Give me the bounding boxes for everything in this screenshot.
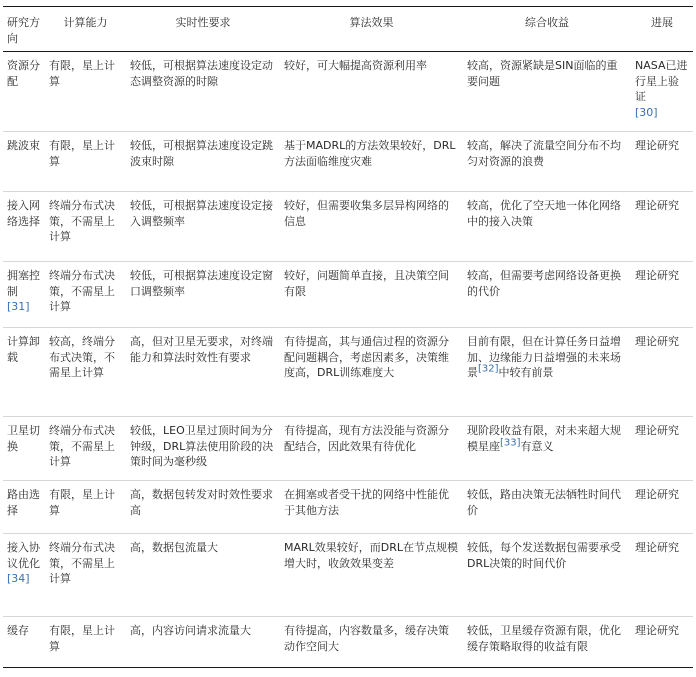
cell-effect: 较好，可大幅提高资源利用率 (280, 52, 463, 132)
cell-direction (3, 417, 45, 481)
cell-direction (3, 617, 45, 668)
progress-text: 理论研究 (635, 199, 679, 212)
benefit-text: 较低，卫星缓存资源有限，优化缓存策略取得的收益有限 (467, 624, 621, 653)
cell-benefit (463, 534, 631, 617)
cell-progress (631, 481, 693, 534)
cell-direction (3, 328, 45, 417)
cell-direction (3, 132, 45, 192)
cell-compute: 有限，星上计算 (49, 624, 115, 653)
cell-compute: 终端分布式决策，不需星上计算 (45, 262, 126, 328)
cell-direction (3, 481, 45, 534)
citation-link[interactable]: [31] (7, 300, 30, 313)
table-row (3, 534, 693, 617)
cell-benefit (463, 52, 631, 132)
citation-link[interactable]: [34] (7, 572, 30, 585)
direction-text: 接入网络选择 (7, 199, 40, 228)
progress-text: NASA已进行星上验证 (635, 59, 688, 103)
progress-text: 理论研究 (635, 624, 679, 637)
cell-effect: 基于MADRL的方法效果较好，DRL方法面临维度灾难 (280, 132, 463, 192)
cell-compute: 终端分布式决策，不需星上计算 (45, 417, 126, 481)
cell-direction (3, 52, 45, 132)
cell-progress (631, 262, 693, 328)
cell-effect: 有待提高，内容数量多，缓存决策动作空间大 (284, 624, 449, 653)
cell-direction (3, 262, 45, 328)
cell-effect: 有待提高，其与通信过程的资源分配问题耦合，考虑因素多，决策维度高，DRL训练难度大 (280, 328, 463, 417)
header-effect: 算法效果 (280, 7, 463, 52)
cell-effect: 较好，但需要收集多层异构网络的信息 (280, 192, 463, 262)
table-row (3, 262, 693, 328)
cell-compute: 有限，星上计算 (45, 481, 126, 534)
citation-link[interactable]: [32] (478, 363, 499, 375)
cell-realtime: 较低，可根据算法速度设定窗口调整频率 (126, 262, 280, 328)
table-row (3, 52, 693, 132)
table-header-row (3, 7, 693, 52)
cell-realtime: 较低，可根据算法速度设定动态调整资源的时隙 (126, 52, 280, 132)
header-benefit: 综合收益 (463, 7, 631, 52)
cell-benefit (463, 328, 631, 417)
cell-realtime: 较低，可根据算法速度设定接入调整频率 (126, 192, 280, 262)
cell-progress (631, 617, 693, 668)
progress-text: 理论研究 (635, 139, 679, 152)
cell-benefit (463, 481, 631, 534)
benefit-text: 较低，每个发送数据包需要承受DRL决策的时间代价 (467, 541, 621, 570)
cell-realtime: 高，但对卫星无要求，对终端能力和算法时效性有要求 (126, 328, 280, 417)
header-progress: 进展 (631, 7, 693, 52)
direction-text: 拥塞控制 (7, 269, 40, 298)
cell-progress (631, 52, 693, 132)
header-direction: 研究方向 (3, 7, 45, 52)
cell-compute: 终端分布式决策，不需星上计算 (45, 192, 126, 262)
cell-progress (631, 328, 693, 417)
cell-realtime: 高，数据包转发对时效性要求高 (126, 481, 280, 534)
cell-realtime: 较低，可根据算法速度设定跳波束时隙 (126, 132, 280, 192)
cell-benefit (463, 132, 631, 192)
cell-direction (3, 192, 45, 262)
table-row (3, 192, 693, 262)
header-realtime: 实时性要求 (126, 7, 280, 52)
cell-benefit (463, 417, 631, 481)
cell-effect: MARL效果较好，而DRL在节点规模增大时，收敛效果变差 (280, 534, 463, 617)
table-row (3, 617, 693, 668)
benefit-text: 现阶段收益有限，对未来超大规模星座 (467, 424, 621, 453)
cell-benefit (463, 262, 631, 328)
cell-realtime: 高，数据包流量大 (126, 534, 280, 617)
cell-progress (631, 417, 693, 481)
cell-realtime: 高，内容访问请求流量大 (130, 624, 251, 637)
cell-realtime: 较低，LEO卫星过顶时间为分钟级，DRL算法使用阶段的决策时间为毫秒级 (126, 417, 280, 481)
direction-text: 卫星切换 (7, 424, 40, 453)
benefit-tail-text: 中较有前景 (498, 366, 554, 379)
benefit-text: 目前有限，但在计算任务日益增加、边缘能力日益增强的未来场景 (467, 335, 621, 379)
cell-progress (631, 192, 693, 262)
benefit-tail-text: 有意义 (520, 439, 554, 453)
cell-benefit (463, 617, 631, 668)
benefit-text: 较低，路由决策无法牺牲时间代价 (467, 488, 621, 517)
progress-text: 理论研究 (635, 269, 679, 282)
cell-effect: 较好，问题简单直接，且决策空间有限 (280, 262, 463, 328)
benefit-text: 较高，解决了流量空间分布不均匀对资源的浪费 (467, 139, 621, 168)
benefit-text: 较高，但需要考虑网络设备更换的代价 (467, 269, 621, 298)
progress-text: 理论研究 (635, 541, 679, 554)
cell-progress (631, 132, 693, 192)
table-row (3, 417, 693, 481)
direction-text: 计算卸载 (7, 335, 40, 364)
cell-compute: 较高，终端分布式决策，不需星上计算 (45, 328, 126, 417)
cell-compute: 有限，星上计算 (45, 52, 126, 132)
table-row (3, 481, 693, 534)
progress-text: 理论研究 (635, 488, 679, 501)
direction-text: 资源分配 (7, 59, 40, 88)
citation-link[interactable]: [30] (635, 105, 658, 119)
direction-text: 跳波束 (7, 139, 40, 152)
cell-effect: 有待提高，现有方法没能与资源分配结合，因此效果有待优化 (280, 417, 463, 481)
progress-text: 理论研究 (635, 335, 679, 348)
benefit-text: 较高，资源紧缺是SIN面临的重要问题 (467, 59, 618, 88)
citation-link[interactable]: [33] (500, 436, 521, 448)
cell-effect: 在拥塞或者受干扰的网络中性能优于其他方法 (280, 481, 463, 534)
cell-direction (3, 534, 45, 617)
direction-text: 接入协议优化 (7, 541, 40, 570)
cell-progress (631, 534, 693, 617)
cell-benefit (463, 192, 631, 262)
header-compute: 计算能力 (45, 7, 126, 52)
table-body (3, 52, 693, 668)
progress-text: 理论研究 (635, 424, 679, 437)
cell-compute: 终端分布式决策，不需星上计算 (45, 534, 126, 617)
comparison-table (3, 6, 693, 668)
table-row (3, 132, 693, 192)
cell-compute: 有限，星上计算 (45, 132, 126, 192)
benefit-text: 较高，优化了空天地一体化网络中的接入决策 (467, 199, 621, 228)
direction-text: 路由选择 (7, 488, 40, 517)
direction-text: 缓存 (7, 624, 29, 637)
table-row (3, 328, 693, 417)
